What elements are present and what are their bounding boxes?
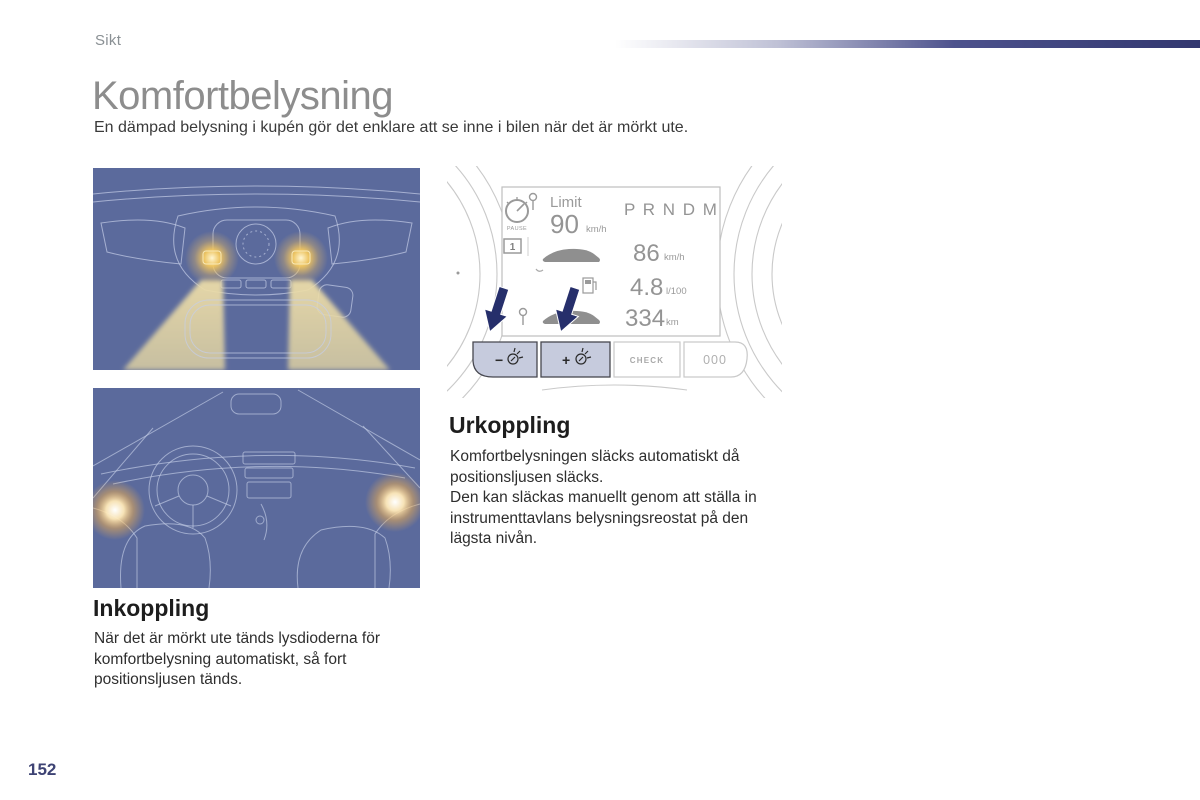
inkoppling-body bbox=[94, 629, 394, 691]
speed-value: 86 bbox=[633, 240, 660, 267]
page-title: Komfortbelysning bbox=[92, 74, 394, 118]
trip-label: 000 bbox=[703, 353, 727, 367]
urkoppling-paragraph-2: Den kan släckas manuellt genom att ställa in instrumenttavlans belysningsreostat på den lägsta nivån. bbox=[450, 489, 757, 547]
distance-unit: km bbox=[666, 317, 679, 328]
check-label: CHECK bbox=[629, 356, 665, 365]
header-gradient-bar bbox=[615, 40, 1200, 48]
gear-display: P R N D M bbox=[624, 200, 719, 219]
limit-value: 90 bbox=[550, 209, 579, 239]
urkoppling-heading: Urkoppling bbox=[449, 412, 571, 438]
page-number: 152 bbox=[28, 760, 57, 779]
inkoppling-heading: Inkoppling bbox=[93, 595, 210, 621]
pause-label: PAUSE bbox=[506, 226, 528, 232]
inkoppling-paragraph: När det är mörkt ute tänds lysdioderna för komfortbelysning automatiskt, så fort positionsljusen tänds. bbox=[94, 630, 381, 688]
urkoppling-paragraph-1: Komfortbelysningen släcks automatiskt då positionsljusen släcks. bbox=[450, 448, 740, 486]
speed-unit: km/h bbox=[664, 252, 685, 263]
multifunction-display bbox=[502, 187, 720, 336]
gauge-dot bbox=[457, 272, 460, 275]
cluster-button-row bbox=[473, 342, 747, 377]
instrument-cluster-illustration bbox=[447, 166, 782, 398]
dashboard-illustration bbox=[93, 388, 420, 588]
dim-plus-sign: + bbox=[562, 352, 571, 368]
urkoppling-body bbox=[450, 447, 768, 550]
gear-position: 1 bbox=[509, 242, 516, 253]
dim-minus-sign: − bbox=[495, 352, 504, 368]
consumption-unit: l/100 bbox=[666, 286, 687, 297]
consumption-value: 4.8 bbox=[630, 274, 664, 301]
dim-minus-button bbox=[473, 342, 537, 377]
limit-label: Limit bbox=[550, 194, 582, 211]
overhead-console-illustration bbox=[93, 168, 420, 370]
section-label: Sikt bbox=[95, 32, 122, 49]
distance-value: 334 bbox=[625, 305, 666, 332]
limit-unit: km/h bbox=[586, 224, 607, 235]
intro-text: En dämpad belysning i kupén gör det enklare att se inne i bilen när det är mörkt ute. bbox=[94, 119, 689, 136]
